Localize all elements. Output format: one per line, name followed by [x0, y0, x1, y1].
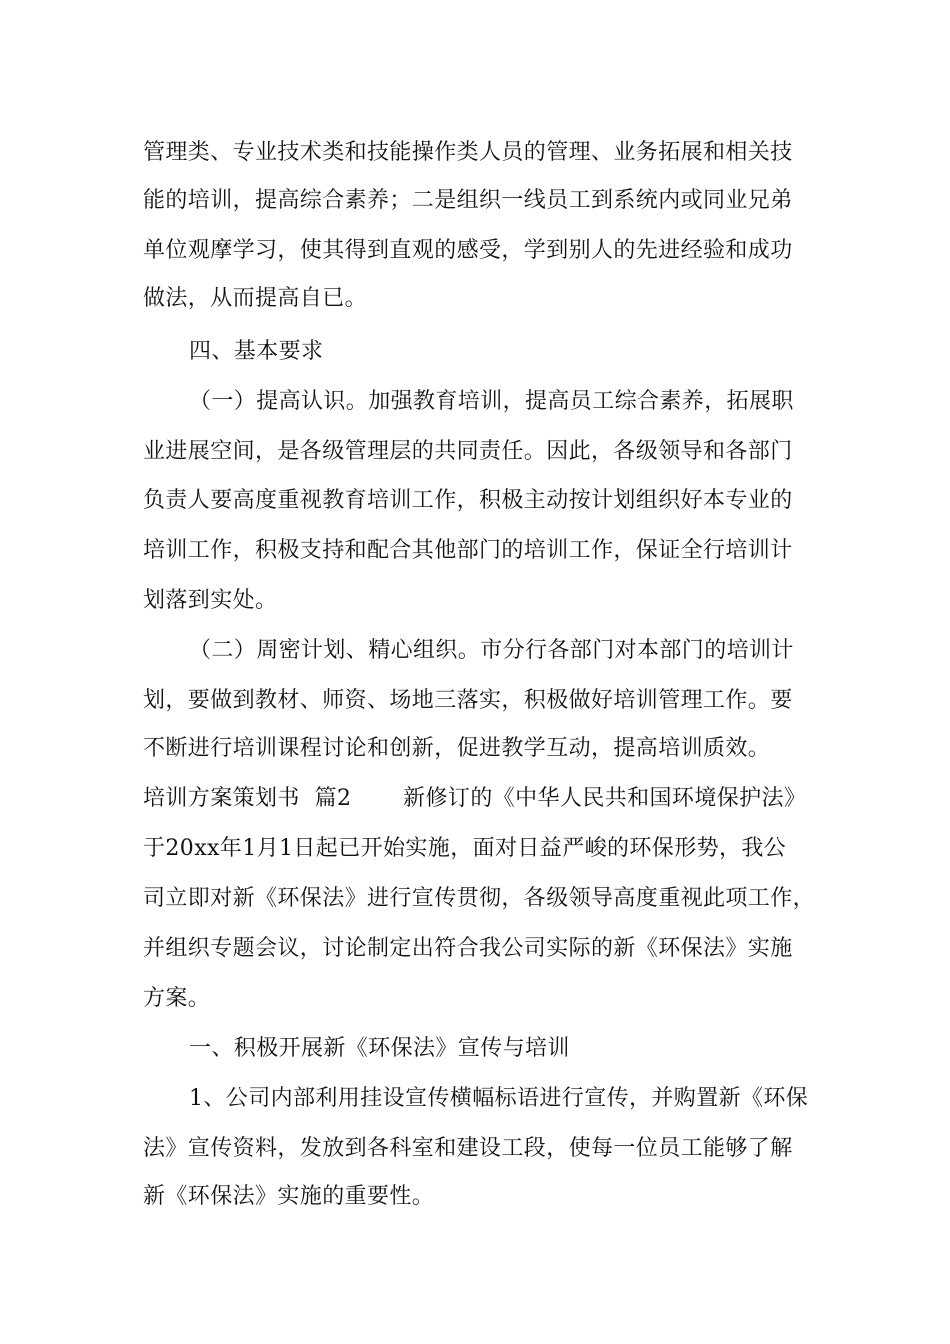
- paragraph-line-7: 业进展空间，是各级管理层的共同责任。因此，各级领导和各部门: [143, 439, 793, 464]
- paragraph-line-12: 划，要做到教材、师资、场地三落实，积极做好培训管理工作。要: [143, 688, 793, 713]
- paragraph-line-13: 不断进行培训课程讨论和创新，促进教学互动，提高培训质效。: [143, 736, 771, 761]
- paragraph-line-17: 并组织专题会议，讨论制定出符合我公司实际的新《环保法》实施: [143, 936, 793, 961]
- paragraph-line-4: 做法，从而提高自已。: [143, 286, 368, 311]
- section-heading-training: 一、积极开展新《环保法》宣传与培训: [189, 1036, 570, 1061]
- paragraph-line-16: 司立即对新《环保法》进行宣传贯彻，各级领导高度重视此项工作，: [143, 886, 816, 911]
- paragraph-line-1: 管理类、专业技术类和技能操作类人员的管理、业务拓展和相关技: [143, 140, 793, 165]
- paragraph-line-11: （二）周密计划、精心组织。市分行各部门对本部门的培训计: [189, 638, 794, 663]
- paragraph-line-9: 培训工作，积极支持和配合其他部门的培训工作，保证全行培训计: [143, 538, 793, 563]
- paragraph-line-8: 负责人要高度重视教育培训工作，积极主动按计划组织好本专业的: [143, 488, 793, 513]
- paragraph-line-6: （一）提高认识。加强教育培训，提高员工综合素养，拓展职: [189, 389, 794, 414]
- section-title-plan-2: 培训方案策划书 篇2 新修订的《中华人民共和国环境保护法》: [143, 786, 807, 811]
- section-heading-requirements: 四、基本要求: [189, 339, 324, 364]
- paragraph-line-10: 划落到实处。: [143, 588, 278, 613]
- paragraph-line-18: 方案。: [143, 986, 211, 1011]
- paragraph-line-20: 1、公司内部利用挂设宣传横幅标语进行宣传，并购置新《环保: [189, 1086, 809, 1111]
- paragraph-line-22: 新《环保法》实施的重要性。: [143, 1184, 435, 1209]
- paragraph-line-3: 单位观摩学习，使其得到直观的感受，学到别人的先进经验和成功: [143, 238, 793, 263]
- paragraph-line-15: 于20xx年1月1日起已开始实施，面对日益严峻的环保形势，我公: [143, 836, 787, 861]
- paragraph-line-2: 能的培训，提高综合素养；二是组织一线员工到系统内或同业兄弟: [143, 188, 793, 213]
- paragraph-line-21: 法》宣传资料，发放到各科室和建设工段，使每一位员工能够了解: [143, 1136, 793, 1161]
